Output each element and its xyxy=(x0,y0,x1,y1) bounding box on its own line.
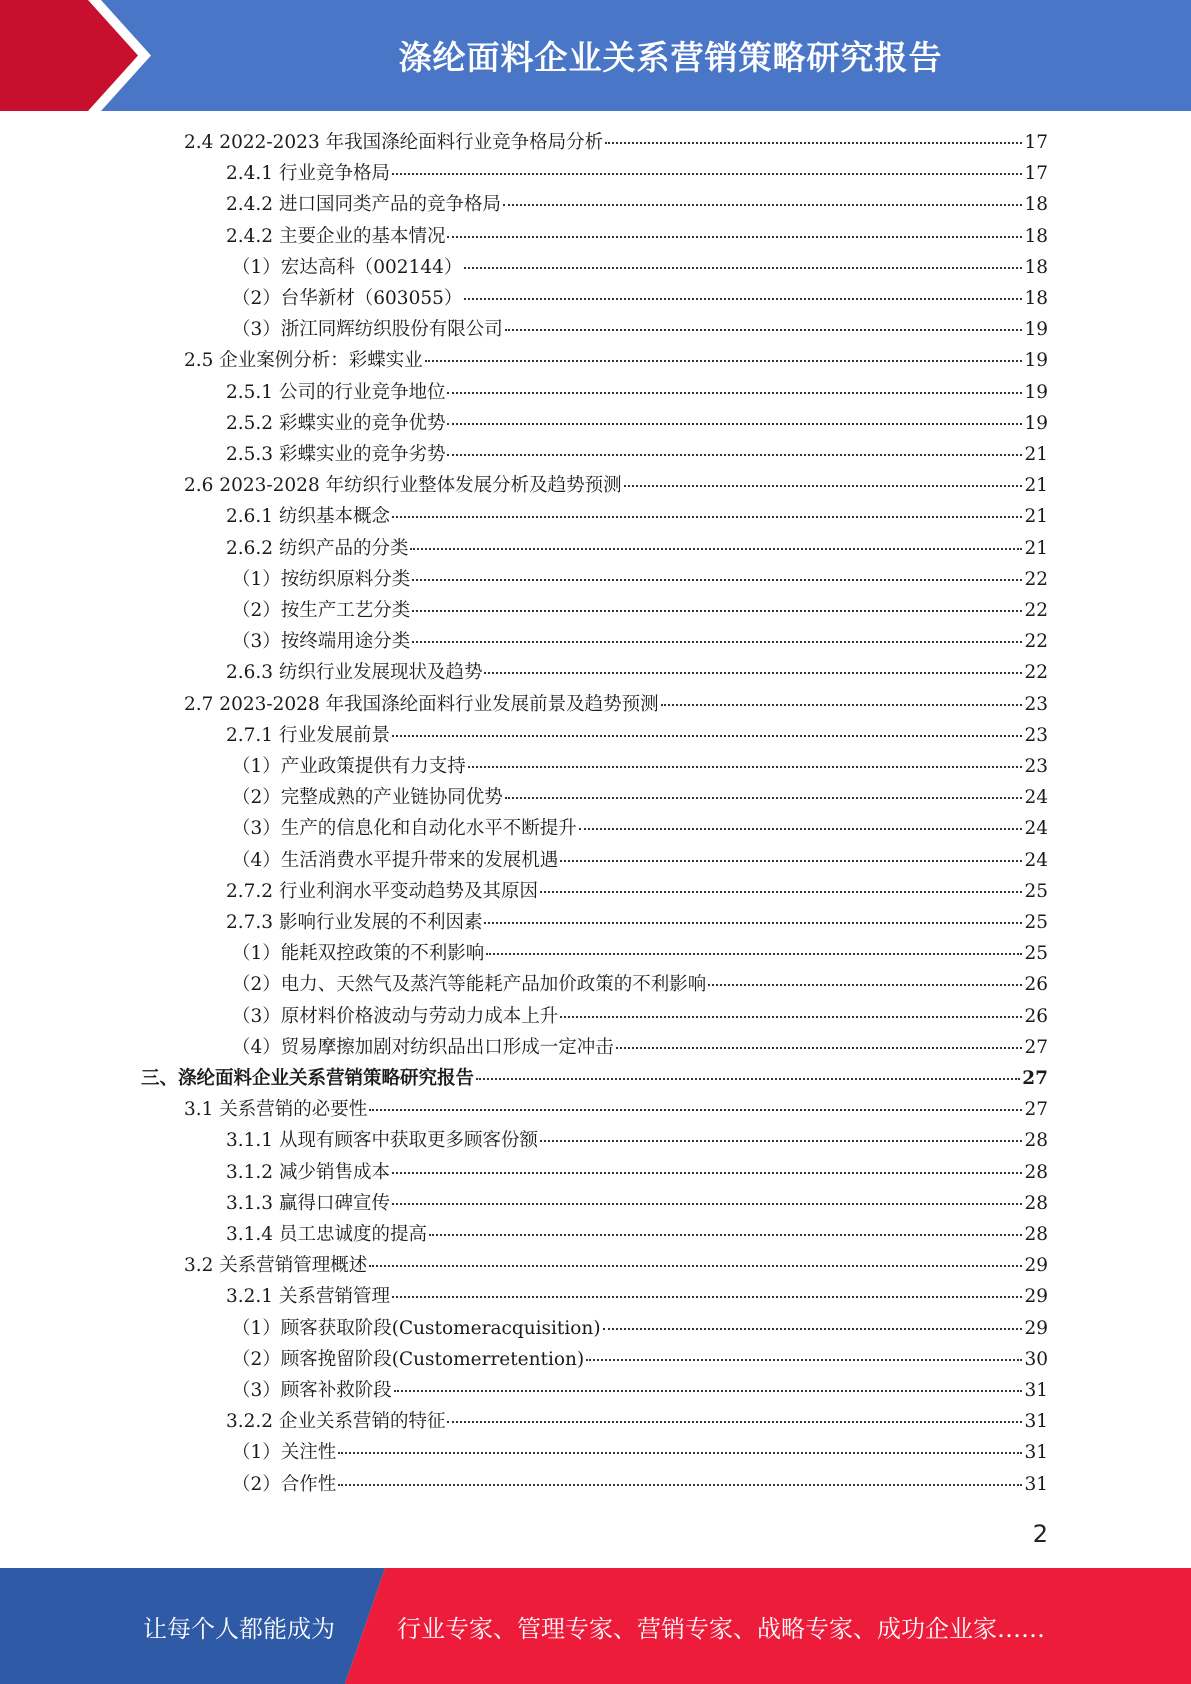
toc-dot-leader xyxy=(468,765,1023,768)
toc-entry-page: 22 xyxy=(1024,631,1048,653)
toc-entry[interactable] xyxy=(141,1063,1048,1094)
toc-entry[interactable] xyxy=(184,345,1048,376)
toc-entry-title: （2）电力、天然气及蒸汽等能耗产品加价政策的不利影响 xyxy=(232,974,707,996)
toc-entry-title: 3.1.1 从现有顾客中获取更多顾客份额 xyxy=(226,1130,538,1152)
toc-entry-page: 25 xyxy=(1024,880,1048,902)
toc-entry[interactable] xyxy=(232,1344,1048,1375)
toc-dot-leader xyxy=(603,1327,1023,1330)
toc-entry[interactable] xyxy=(226,1157,1048,1188)
toc-dot-leader xyxy=(369,1264,1022,1267)
toc-dot-leader xyxy=(484,921,1022,924)
toc-dot-leader xyxy=(392,1295,1022,1298)
toc-entry[interactable] xyxy=(232,1032,1048,1063)
toc-dot-leader xyxy=(447,391,1022,394)
toc-entry-page: 23 xyxy=(1024,693,1048,715)
toc-entry-title: 3.2 关系营销管理概述 xyxy=(184,1255,368,1277)
toc-entry-page: 22 xyxy=(1024,600,1048,621)
toc-dot-leader xyxy=(425,359,1023,362)
toc-entry-page: 26 xyxy=(1024,1005,1048,1027)
toc-entry-page: 19 xyxy=(1024,319,1048,341)
toc-dot-leader xyxy=(392,1202,1022,1205)
toc-entry-title: （1）按纺织原料分类 xyxy=(232,568,411,590)
toc-entry-title: 2.7.3 影响行业发展的不利因素 xyxy=(226,912,483,933)
toc-dot-leader xyxy=(412,578,1022,581)
toc-dot-leader xyxy=(505,796,1023,799)
toc-entry[interactable] xyxy=(184,127,1048,158)
toc-entry-page: 31 xyxy=(1024,1411,1048,1433)
toc-dot-leader xyxy=(616,1046,1023,1049)
toc-dot-leader xyxy=(464,297,1022,300)
toc-entry[interactable] xyxy=(232,1437,1048,1468)
toc-entry-title: 2.4.1 行业竞争格局 xyxy=(226,163,390,185)
toc-dot-leader xyxy=(392,734,1022,737)
toc-entry-title: 3.1.2 减少销售成本 xyxy=(226,1161,390,1183)
toc-entry-title: （1）能耗双控政策的不利影响 xyxy=(232,943,485,965)
toc-entry[interactable] xyxy=(226,720,1048,751)
toc-dot-leader xyxy=(392,515,1022,518)
toc-dot-leader xyxy=(579,827,1023,830)
toc-entry[interactable] xyxy=(184,689,1048,720)
toc-dot-leader xyxy=(503,203,1022,206)
toc-entry-page: 18 xyxy=(1024,194,1048,216)
toc-entry[interactable] xyxy=(226,1125,1048,1156)
toc-entry[interactable] xyxy=(226,377,1048,408)
toc-entry-title: 2.6 2023-2028 年纺织行业整体发展分析及趋势预测 xyxy=(184,475,622,497)
toc-entry-title: 3.1 关系营销的必要性 xyxy=(184,1099,368,1121)
toc-entry-page: 17 xyxy=(1024,163,1048,185)
toc-entry-page: 22 xyxy=(1024,568,1048,590)
toc-entry-title: （3）原材料价格波动与劳动力成本上升 xyxy=(232,1005,559,1027)
toc-entry-title: 3.1.3 赢得口碑宣传 xyxy=(226,1192,390,1214)
toc-entry-title: （2）台华新材（603055） xyxy=(232,288,463,309)
toc-entry[interactable] xyxy=(232,1469,1048,1500)
toc-entry-page: 29 xyxy=(1024,1255,1048,1277)
toc-dot-leader xyxy=(369,1108,1022,1111)
toc-entry[interactable] xyxy=(226,221,1048,252)
toc-entry-title: （1）关注性 xyxy=(232,1442,337,1464)
toc-entry-page: 24 xyxy=(1024,849,1048,871)
toc-entry-page: 21 xyxy=(1024,506,1048,528)
toc-entry-page: 22 xyxy=(1024,662,1048,684)
toc-entry-title: 2.6.2 纺织产品的分类 xyxy=(226,537,409,559)
toc-entry-page: 23 xyxy=(1024,756,1048,777)
toc-entry-title: 2.5.2 彩蝶实业的竞争优势 xyxy=(226,412,446,434)
toc-entry-page: 21 xyxy=(1024,475,1048,497)
toc-entry-title: 2.7 2023-2028 年我国涤纶面料行业发展前景及趋势预测 xyxy=(184,693,659,715)
toc-entry-page: 17 xyxy=(1024,132,1048,153)
toc-entry-title: （3）按终端用途分类 xyxy=(232,631,411,653)
toc-entry-title: （3）浙江同辉纺织股份有限公司 xyxy=(232,319,503,341)
toc-entry-title: （3）顾客补救阶段 xyxy=(232,1380,392,1401)
toc-dot-leader xyxy=(447,1420,1022,1423)
toc-dot-leader xyxy=(412,609,1022,612)
toc-entry[interactable] xyxy=(232,1313,1048,1344)
toc-dot-leader xyxy=(484,671,1022,674)
toc-entry[interactable] xyxy=(226,1188,1048,1219)
toc-entry-page: 28 xyxy=(1024,1192,1048,1214)
toc-entry[interactable] xyxy=(232,1001,1048,1032)
toc-entry-page: 18 xyxy=(1024,256,1048,278)
toc-entry[interactable] xyxy=(232,845,1048,876)
page-number: 2 xyxy=(1032,1520,1048,1548)
toc-entry[interactable] xyxy=(226,439,1048,470)
toc-entry-page: 31 xyxy=(1024,1473,1048,1495)
toc-dot-leader xyxy=(412,640,1022,643)
toc-entry[interactable] xyxy=(232,283,1048,314)
footer-slogan-right: 行业专家、管理专家、营销专家、战略专家、成功企业家…… xyxy=(397,1614,1045,1643)
toc-entry-page: 19 xyxy=(1024,381,1048,403)
toc-entry-page: 28 xyxy=(1024,1224,1048,1245)
toc-entry-title: 2.5 企业案例分析：彩蝶实业 xyxy=(184,350,423,372)
toc-entry-title: 3.1.4 员工忠诚度的提高 xyxy=(226,1224,427,1245)
toc-entry-title: 3.2.2 企业关系营销的特征 xyxy=(226,1411,446,1433)
toc-dot-leader xyxy=(486,952,1022,955)
toc-dot-leader xyxy=(447,422,1022,425)
toc-dot-leader xyxy=(661,703,1023,706)
toc-entry-title: 2.6.3 纺织行业发展现状及趋势 xyxy=(226,662,483,684)
toc-entry-page: 21 xyxy=(1024,444,1048,465)
toc-entry-title: （1）宏达高科（002144） xyxy=(232,256,463,278)
toc-dot-leader xyxy=(540,1139,1022,1142)
toc-entry[interactable] xyxy=(232,938,1048,969)
toc-entry-page: 29 xyxy=(1024,1317,1048,1339)
toc-dot-leader xyxy=(392,1171,1022,1174)
toc-entry[interactable] xyxy=(232,314,1048,345)
toc-dot-leader xyxy=(464,266,1022,269)
toc-dot-leader xyxy=(560,1015,1022,1018)
toc-entry[interactable] xyxy=(226,876,1048,907)
toc-entry[interactable] xyxy=(232,782,1048,813)
toc-entry[interactable] xyxy=(226,907,1048,938)
toc-entry-title: （2）按生产工艺分类 xyxy=(232,600,411,621)
toc-entry-page: 31 xyxy=(1024,1442,1048,1464)
toc-entry-page: 19 xyxy=(1024,350,1048,372)
toc-dot-leader xyxy=(624,484,1023,487)
toc-entry-page: 24 xyxy=(1024,787,1048,809)
toc-entry-title: 2.5.3 彩蝶实业的竞争劣势 xyxy=(226,444,446,465)
toc-dot-leader xyxy=(560,859,1022,862)
toc-entry-page: 27 xyxy=(1022,1068,1048,1089)
toc-entry[interactable] xyxy=(184,470,1048,501)
toc-entry-page: 25 xyxy=(1024,912,1048,933)
toc-dot-leader xyxy=(505,328,1023,331)
toc-entry[interactable] xyxy=(226,408,1048,439)
toc-entry-page: 27 xyxy=(1024,1099,1048,1121)
toc-dot-leader xyxy=(605,141,1022,144)
toc-entry-title: （3）生产的信息化和自动化水平不断提升 xyxy=(232,818,577,840)
toc-dot-leader xyxy=(447,453,1022,456)
toc-entry-page: 23 xyxy=(1024,724,1048,746)
toc-dot-leader xyxy=(338,1451,1022,1454)
toc-entry-title: 2.6.1 纺织基本概念 xyxy=(226,506,390,528)
toc-entry-page: 25 xyxy=(1024,943,1048,965)
toc-entry[interactable] xyxy=(226,1406,1048,1437)
toc-entry[interactable] xyxy=(232,626,1048,657)
toc-entry[interactable] xyxy=(226,657,1048,688)
toc-entry-title: 2.4 2022-2023 年我国涤纶面料行业竞争格局分析 xyxy=(184,132,604,153)
toc-dot-leader xyxy=(410,547,1022,550)
page-header xyxy=(0,0,1191,111)
toc-entry-page: 30 xyxy=(1024,1348,1048,1370)
toc-entry-title: 2.4.2 进口国同类产品的竞争格局 xyxy=(226,194,501,216)
toc-entry[interactable] xyxy=(232,751,1048,782)
toc-entry-title: （1）产业政策提供有力支持 xyxy=(232,756,466,777)
toc-dot-leader xyxy=(338,1483,1022,1486)
toc-entry-page: 28 xyxy=(1024,1130,1048,1152)
toc-dot-leader xyxy=(394,1389,1023,1392)
toc-dot-leader xyxy=(447,235,1022,238)
toc-entry[interactable] xyxy=(232,595,1048,626)
toc-entry-title: （4）贸易摩擦加剧对纺织品出口形成一定冲击 xyxy=(232,1036,614,1058)
toc-entry-page: 18 xyxy=(1024,225,1048,247)
toc-entry[interactable] xyxy=(232,813,1048,844)
toc-entry[interactable] xyxy=(226,533,1048,564)
toc-entry-title: 2.5.1 公司的行业竞争地位 xyxy=(226,381,446,403)
toc-entry-page: 28 xyxy=(1024,1161,1048,1183)
toc-entry-page: 26 xyxy=(1024,974,1048,996)
toc-entry[interactable] xyxy=(226,501,1048,532)
toc-entry-title: 三、涤纶面料企业关系营销策略研究报告 xyxy=(141,1068,475,1089)
toc-entry-page: 29 xyxy=(1024,1286,1048,1308)
toc-entry-title: 2.4.2 主要企业的基本情况 xyxy=(226,225,446,247)
toc-entry-page: 24 xyxy=(1024,818,1048,840)
toc-entry-title: （1）顾客获取阶段(Customeracquisition) xyxy=(232,1317,601,1339)
toc-entry-title: （2）完整成熟的产业链协同优势 xyxy=(232,787,503,809)
report-title: 涤纶面料企业关系营销策略研究报告 xyxy=(398,38,943,77)
toc-entry-title: （2）顾客挽留阶段(Customerretention) xyxy=(232,1348,585,1370)
toc-entry[interactable] xyxy=(184,1250,1048,1281)
toc-entry-title: 2.7.2 行业利润水平变动趋势及其原因 xyxy=(226,880,538,902)
footer-slogan-left: 让每个人都能成为 xyxy=(143,1614,335,1643)
toc-entry[interactable] xyxy=(226,189,1048,220)
toc-dot-leader xyxy=(476,1077,1020,1080)
toc-entry-page: 27 xyxy=(1024,1036,1048,1058)
toc-entry[interactable] xyxy=(232,969,1048,1000)
toc-dot-leader xyxy=(586,1358,1022,1361)
toc-entry-page: 19 xyxy=(1024,412,1048,434)
toc-dot-leader xyxy=(429,1233,1022,1236)
toc-entry[interactable] xyxy=(232,564,1048,595)
toc-entry[interactable] xyxy=(232,252,1048,283)
toc-entry[interactable] xyxy=(184,1094,1048,1125)
toc-entry-title: 3.2.1 关系营销管理 xyxy=(226,1286,390,1308)
toc-entry[interactable] xyxy=(232,1375,1048,1406)
toc-entry[interactable] xyxy=(226,1281,1048,1312)
toc-entry[interactable] xyxy=(226,1219,1048,1250)
toc-dot-leader xyxy=(540,890,1022,893)
toc-dot-leader xyxy=(708,983,1022,986)
page-footer xyxy=(0,1568,1191,1684)
toc-entry[interactable] xyxy=(226,158,1048,189)
toc-entry-page: 18 xyxy=(1024,288,1048,309)
toc-entry-title: （2）合作性 xyxy=(232,1473,337,1495)
toc-entry-title: （4）生活消费水平提升带来的发展机遇 xyxy=(232,849,559,871)
toc-entry-page: 31 xyxy=(1024,1380,1048,1401)
toc-entry-page: 21 xyxy=(1024,537,1048,559)
toc-dot-leader xyxy=(392,172,1022,175)
toc-entry-title: 2.7.1 行业发展前景 xyxy=(226,724,390,746)
